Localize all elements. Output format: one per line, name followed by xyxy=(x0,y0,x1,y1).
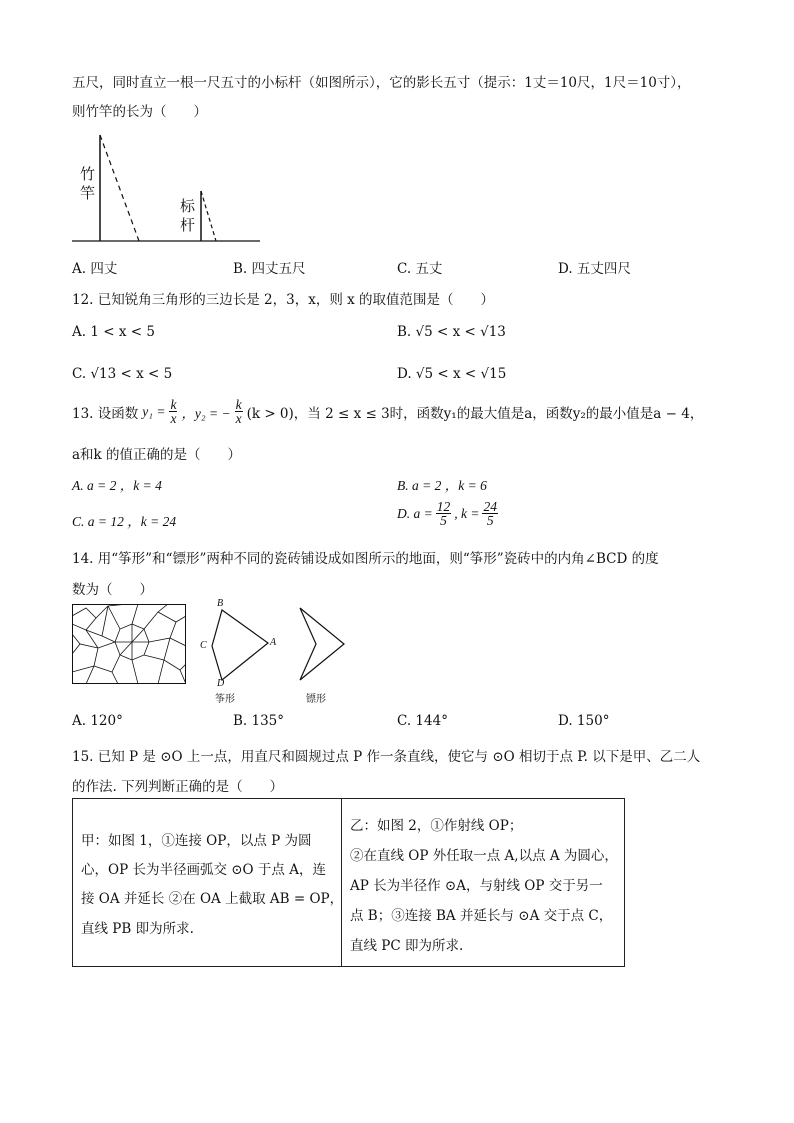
q13-d-frac2-num: 24 xyxy=(483,499,497,514)
yi-line-2: ②在直线 OP 外任取一点 A,以点 A 为圆心， xyxy=(350,848,618,864)
q14-line2: 数为（ ） xyxy=(72,582,153,598)
dart-figure xyxy=(294,604,354,686)
q14-option-a[interactable]: A. 120° xyxy=(72,713,123,729)
q15-line2: 的作法. 下列判断正确的是（ ） xyxy=(72,779,284,795)
yi-line-5: 直线 PC 即为所求. xyxy=(350,938,464,954)
q12-option-d[interactable]: D. √5 < x < √15 xyxy=(397,366,507,382)
q13-option-d[interactable] xyxy=(397,500,498,527)
tiling-figure xyxy=(72,604,186,684)
q13-frac2-num: k xyxy=(235,397,242,412)
q13-frac2-den: x xyxy=(235,411,242,426)
q14-line1: 14. 用“筝形”和“镖形”两种不同的瓷砖铺设成如图所示的地面，则“筝形”瓷砖中的内角∠BCD 的度 xyxy=(72,551,659,567)
kite-point-b: B xyxy=(217,598,224,609)
jia-line-3: 接 OA 并延长 ②在 OA 上截取 AB = OP， xyxy=(81,891,344,907)
q13-option-c[interactable]: C. a = 12 ，k = 24 xyxy=(72,514,177,529)
q13-d-frac1-den: 5 xyxy=(440,513,447,528)
q13-stem xyxy=(72,398,703,425)
q13-d-frac1 xyxy=(436,500,452,527)
jia-line-4: 直线 PB 即为所求. xyxy=(81,921,194,937)
q11-line2: 则竹竿的长为（ ） xyxy=(72,104,207,120)
q13-d-frac2 xyxy=(482,500,498,527)
jia-line-1: 甲：如图 1，①连接 OP，以点 P 为圆 xyxy=(81,833,312,849)
rod-shadow-ray xyxy=(201,191,216,241)
jia-line-2: 心，OP 长为半径画弧交 ⊙O 于点 A，连 xyxy=(81,862,326,878)
q12-option-a[interactable]: A. 1 < x < 5 xyxy=(72,324,155,340)
dart-shape xyxy=(300,608,344,680)
q14-option-d[interactable]: D. 150° xyxy=(558,713,610,729)
yi-line-4: 点 B；③连接 BA 并延长与 ⊙A 交于点 C， xyxy=(350,908,613,924)
q13-option-b[interactable]: B. a = 2 ，k = 6 xyxy=(397,478,487,493)
q13-frac2 xyxy=(235,398,243,425)
q13-frac1-den: x xyxy=(170,411,177,426)
kite-point-a: A xyxy=(270,637,277,648)
q13-d-frac1-num: 12 xyxy=(436,499,451,514)
yi-line-3: AP 长为半径作 ⊙A，与射线 OP 交于另一 xyxy=(350,878,603,894)
q11-option-c[interactable]: C. 五丈 xyxy=(397,261,443,277)
method-yi-cell xyxy=(342,799,625,967)
kite-point-d: D xyxy=(217,678,225,689)
yi-line-1: 乙：如图 2，①作射线 OP； xyxy=(350,818,523,834)
q11-option-a[interactable]: A. 四丈 xyxy=(72,261,118,277)
dart-label: 镖形 xyxy=(306,694,326,705)
method-jia-cell xyxy=(73,799,342,967)
kite-figure xyxy=(200,600,280,692)
q13-d-prefix: D. a = xyxy=(397,505,433,521)
q11-option-d[interactable]: D. 五丈四尺 xyxy=(558,261,631,277)
q11-line1: 五尺，同时直立一根一尺五寸的小标杆（如图所示），它的影长五寸（提示：1丈＝10尺，1尺＝10寸）， xyxy=(72,75,691,91)
q13-frac1 xyxy=(169,398,177,425)
q15-line1: 15. 已知 P 是 ⊙O 上一点，用直尺和圆规过点 P 作一条直线，使它与 ⊙O 相切于点 P. 以下是甲、乙二人 xyxy=(72,749,701,765)
q13-option-a[interactable]: A. a = 2 ，k = 4 xyxy=(72,478,162,493)
q11-option-b[interactable]: B. 四丈五尺 xyxy=(233,261,306,277)
kite-label: 筝形 xyxy=(215,694,235,705)
q13-y2: ，y₂ = − xyxy=(181,405,231,421)
q12-stem: 12. 已知锐角三角形的三边长是 2，3，x，则 x 的取值范围是（ ） xyxy=(72,292,495,308)
q13-y1: y₁ = xyxy=(142,403,166,419)
q13-frac1-num: k xyxy=(170,397,177,412)
kite-point-c: C xyxy=(200,640,207,651)
methods-table xyxy=(72,798,625,967)
bamboo-shadow-ray xyxy=(100,135,139,241)
q14-option-c[interactable]: C. 144° xyxy=(397,713,448,729)
bamboo-figure xyxy=(70,128,262,246)
q12-option-c[interactable]: C. √13 < x < 5 xyxy=(72,366,173,382)
label-bamboo: 竹竿 xyxy=(80,165,96,202)
q13-prefix: 13. 设函数 xyxy=(72,405,139,422)
q14-option-b[interactable]: B. 135° xyxy=(233,713,285,729)
kite-shape xyxy=(212,610,268,680)
q13-d-mid: , k = xyxy=(454,505,480,521)
q13-suffix: (k > 0)，当 2 ≤ x ≤ 3时，函数y₁的最大值是a，函数y₂的最小值是a − 4， xyxy=(246,405,704,422)
q13-line2: a和k 的值正确的是（ ） xyxy=(72,447,242,463)
q13-d-frac2-den: 5 xyxy=(486,513,494,528)
label-rod: 标杆 xyxy=(180,197,196,234)
q12-option-b[interactable]: B. √5 < x < √13 xyxy=(397,324,506,340)
